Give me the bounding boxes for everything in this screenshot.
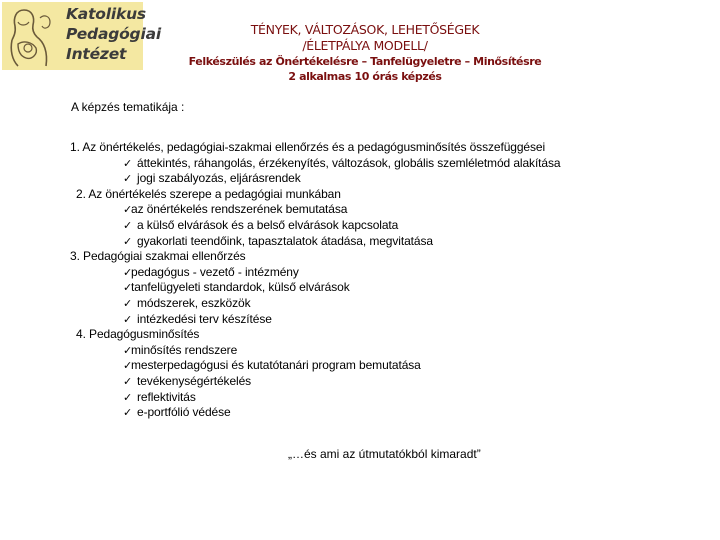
checkmark-icon: ✓ — [123, 406, 133, 420]
title-line-2: /ÉLETPÁLYA MODELL/ — [302, 38, 428, 53]
section-heading: 1. Az önértékelés, pedagógiai-szakmai ellenőrzés és a pedagógusminősítés összefüggései — [70, 140, 546, 154]
list-item: ✓ a külső elvárások és a belső elvárások kapcsolata — [123, 217, 399, 232]
list-item: ✓minősítés rendszere — [123, 342, 238, 357]
list-item: ✓ áttekintés, ráhangolás, érzékenyítés, változások, globális szemléletmód alakítása — [123, 155, 561, 170]
topic-list — [70, 140, 710, 421]
checkmark-icon: ✓ — [123, 312, 133, 326]
mother-child-illustration-icon — [4, 4, 58, 68]
section-heading: 3. Pedagógiai szakmai ellenőrzés — [70, 249, 246, 264]
title-line-1: TÉNYEK, VÁLTOZÁSOK, LEHETŐSÉGEK — [250, 22, 480, 37]
list-item: ✓ tevékenységértékelés — [123, 373, 252, 388]
checkmark-icon: ✓ — [123, 203, 133, 217]
list-item: ✓pedagógus - vezető - intézmény — [123, 264, 299, 279]
logo-line: Katolikus — [66, 5, 146, 23]
checkmark-icon: ✓ — [123, 218, 133, 232]
checkmark-icon: ✓ — [123, 156, 133, 170]
checkmark-icon: ✓ — [123, 265, 133, 279]
list-item: ✓ reflektivitás — [123, 389, 196, 404]
list-item: ✓ e-portfólió védése — [123, 405, 231, 420]
checkmark-icon: ✓ — [123, 390, 133, 404]
checkmark-icon: ✓ — [123, 296, 133, 310]
page-title — [140, 22, 590, 84]
checkmark-icon: ✓ — [123, 234, 133, 248]
checkmark-icon: ✓ — [123, 281, 133, 295]
list-item: ✓mesterpedagógusi és kutatótanári program bemutatása — [123, 358, 421, 373]
logo-line: Intézet — [66, 45, 127, 63]
list-item: ✓ módszerek, eszközök — [123, 295, 251, 310]
list-item: ✓ jogi szabályozás, eljárásrendek — [123, 171, 301, 186]
list-item: ✓ intézkedési terv készítése — [123, 311, 272, 326]
section-heading: 4. Pedagógusminősítés — [76, 327, 200, 342]
institute-logo — [2, 2, 161, 70]
subtitle: Felkészülés az Önértékelésre – Tanfelügyeletre – Minősítésre — [188, 55, 542, 68]
closing-quote: „…és ami az útmutatókból kimaradt” — [288, 447, 481, 461]
checkmark-icon: ✓ — [123, 343, 133, 357]
logo-line: Pedagógiai — [66, 25, 161, 43]
list-item: ✓ gyakorlati teendőink, tapasztalatok átadása, megvitatása — [123, 233, 433, 248]
list-item: ✓tanfelügyeleti standardok, külső elvárások — [123, 280, 350, 295]
section-heading: 2. Az önértékelés szerepe a pedagógiai munkában — [76, 186, 341, 201]
list-item: ✓az önértékelés rendszerének bemutatása — [123, 202, 348, 217]
intro-label: A képzés tematikája : — [71, 100, 185, 114]
checkmark-icon: ✓ — [123, 374, 133, 388]
checkmark-icon: ✓ — [123, 172, 133, 186]
checkmark-icon: ✓ — [123, 359, 133, 373]
duration-line: 2 alkalmas 10 órás képzés — [288, 70, 442, 83]
